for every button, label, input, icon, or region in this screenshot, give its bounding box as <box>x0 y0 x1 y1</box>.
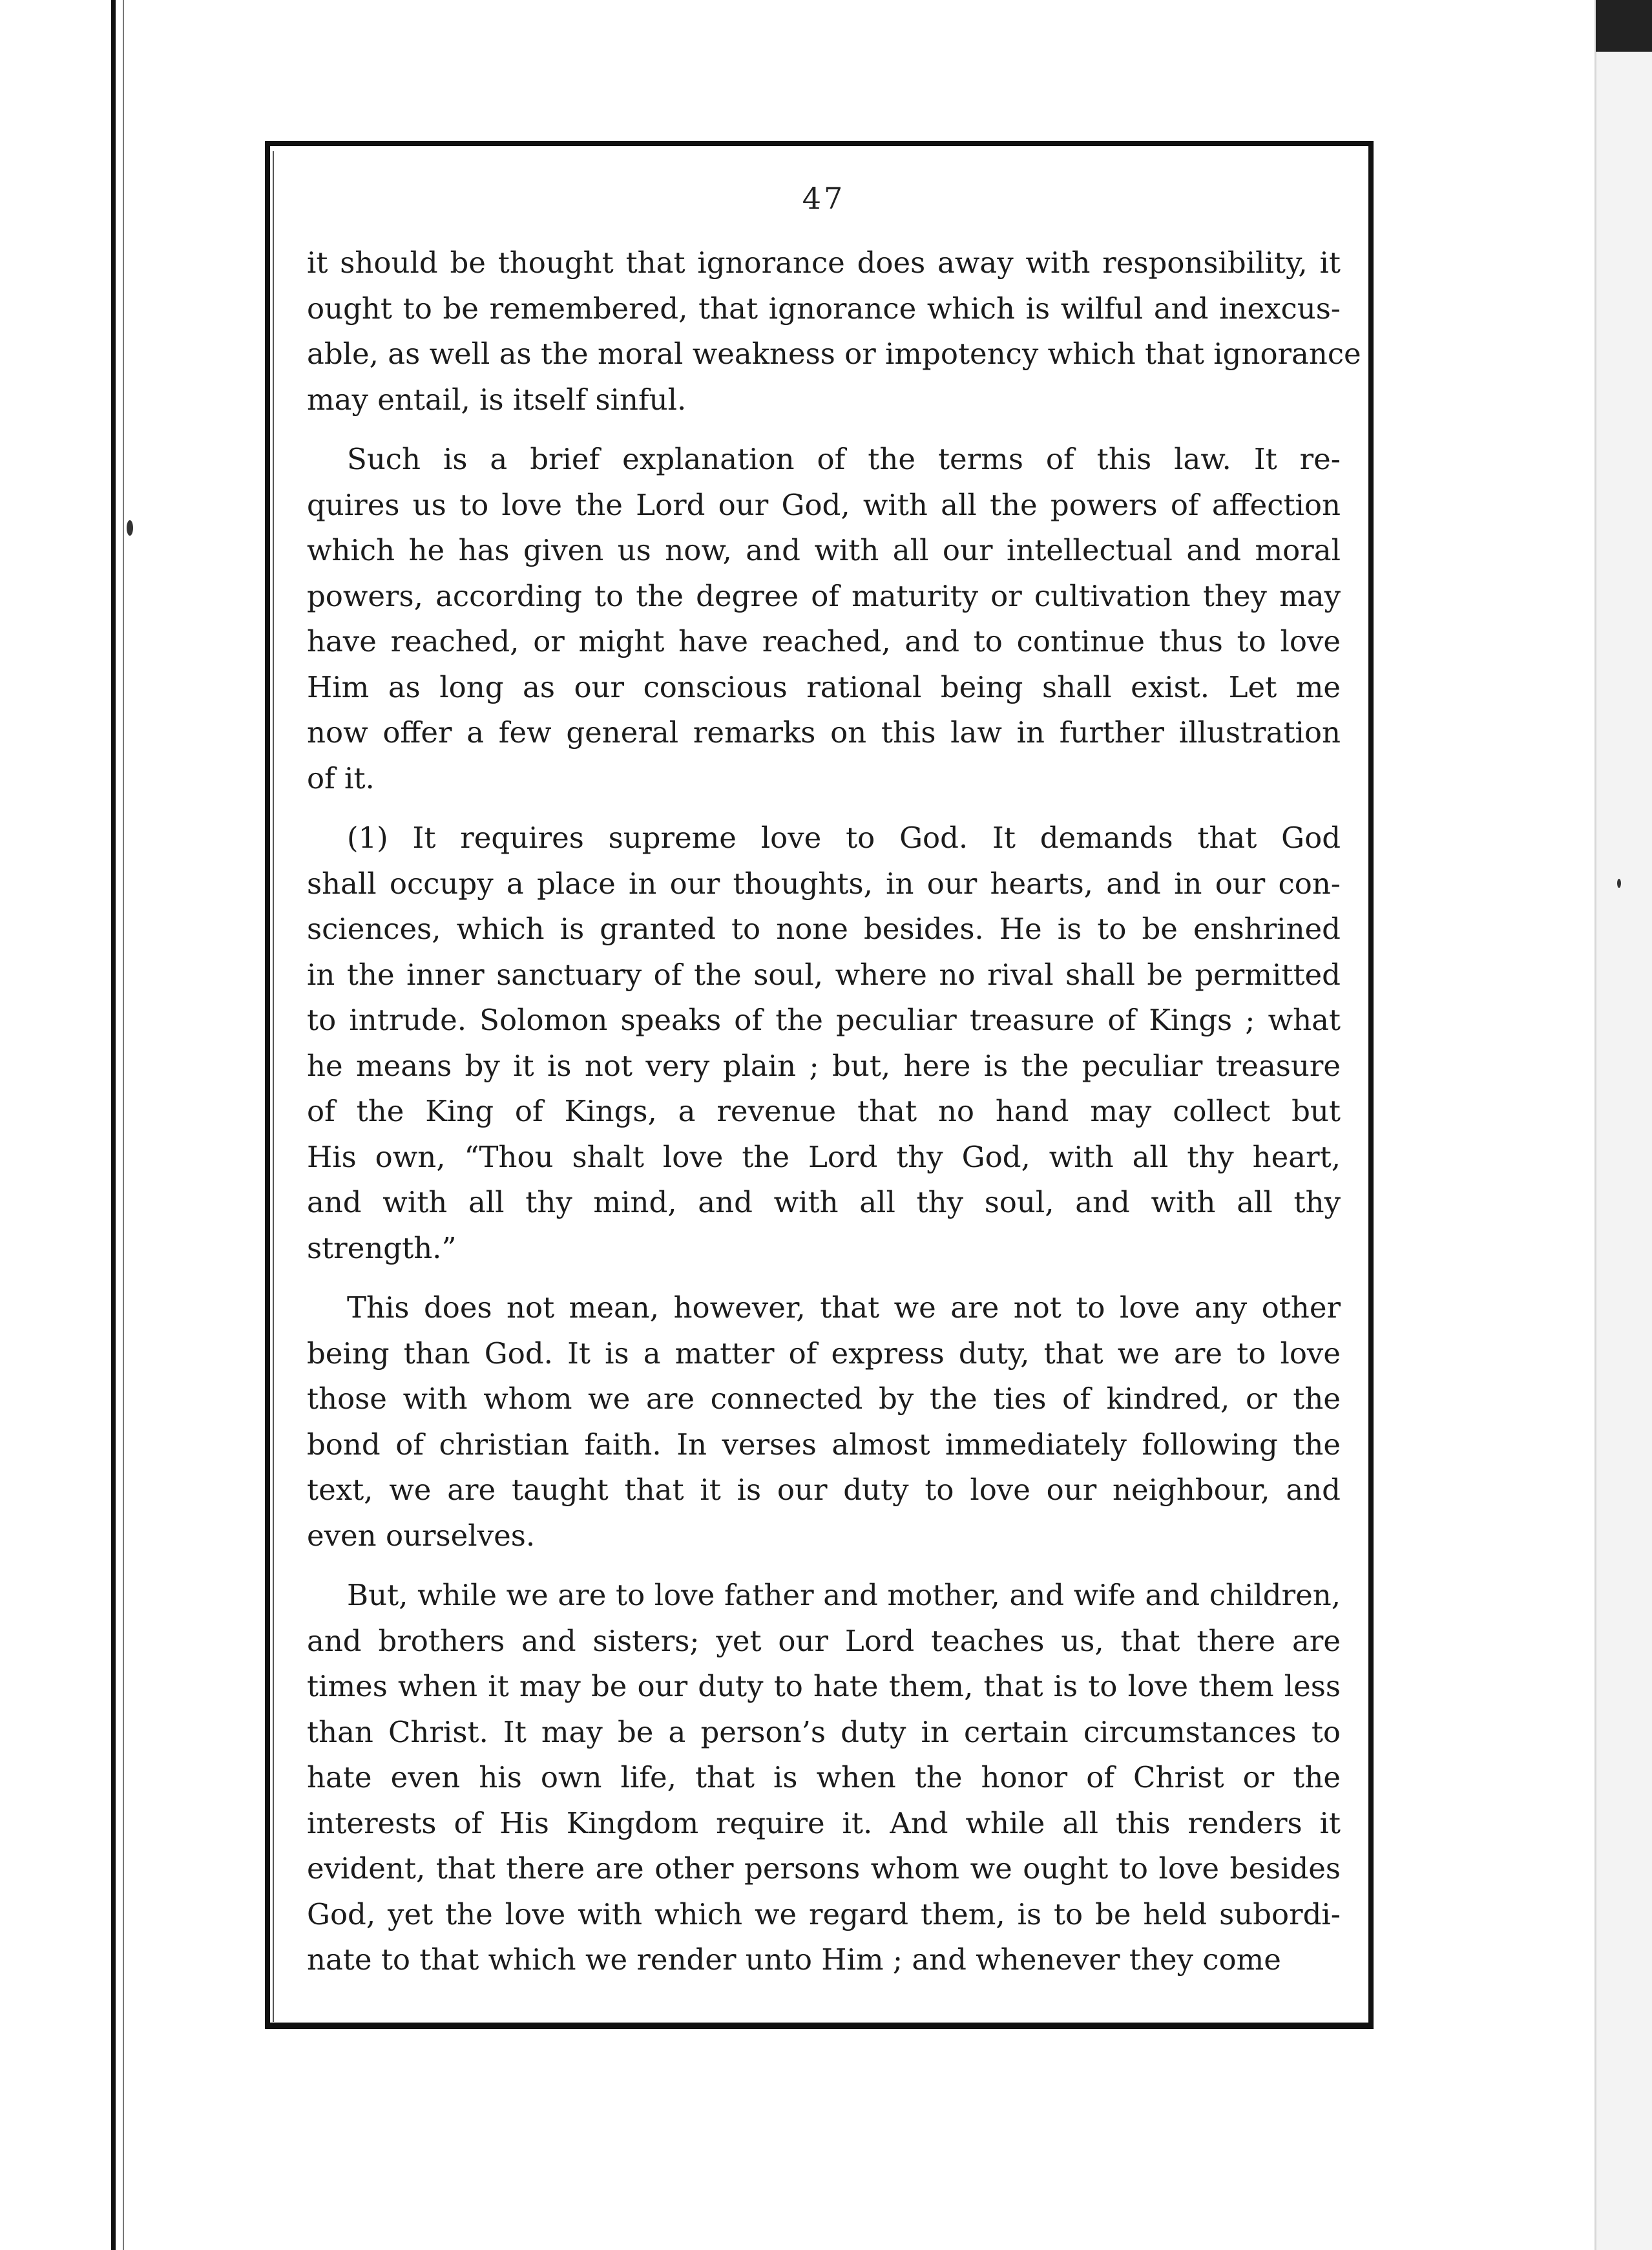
text-line: of the King of Kings, a revenue that no hand may collect but <box>307 1094 1341 1128</box>
text-line: ought to be remembered, that ignorance which is wilful and inexcus- <box>307 291 1341 326</box>
text-line: hate even his own life, that is when the honor of Christ or the <box>307 1760 1341 1794</box>
text-line: it should be thought that ignorance does away with responsibility, it <box>307 246 1341 280</box>
page-right-edge-shadow <box>1596 0 1652 52</box>
text-line: shall occupy a place in our thoughts, in our hearts, and in our con- <box>307 866 1341 901</box>
paragraph <box>307 240 1361 423</box>
text-line: able, as well as the moral weakness or impotency which that ignorance <box>307 337 1361 371</box>
text-line: nate to that which we render unto Him ; and whenever they come <box>307 1942 1281 1977</box>
text-line: strength.” <box>307 1230 457 1265</box>
paragraph <box>307 1285 1341 1559</box>
text-line: have reached, or might have reached, and to continue thus to love <box>307 624 1341 658</box>
text-line: This does not mean, however, that we are not to love any other <box>347 1290 1341 1325</box>
paragraph <box>307 815 1341 1271</box>
text-line: and brothers and sisters; yet our Lord teaches us, that there are <box>307 1623 1341 1658</box>
text-line: he means by it is not very plain ; but, here is the peculiar treasure <box>307 1048 1341 1083</box>
text-line: God, yet the love with which we regard them, is to be held subordi- <box>307 1897 1341 1931</box>
text-frame-inner-rule <box>273 151 274 2022</box>
text-line: Him as long as our conscious rational being shall exist. Let me <box>307 669 1341 704</box>
text-line: But, while we are to love father and mother, and wife and children, <box>347 1578 1341 1612</box>
text-line: quires us to love the Lord our God, with all the powers of affection <box>307 487 1341 522</box>
paragraph <box>307 1573 1341 1983</box>
scan-speck <box>1617 879 1621 888</box>
page-right-edge <box>1594 0 1652 2250</box>
text-line: which he has given us now, and with all our intellectual and moral <box>307 533 1341 567</box>
text-line: interests of His Kingdom require it. And while all this renders it <box>307 1805 1341 1840</box>
binding-edge <box>111 0 116 2250</box>
scan-speck <box>127 520 133 536</box>
paragraph <box>307 437 1341 801</box>
previous-page-margin <box>0 0 111 2250</box>
text-line: being than God. It is a matter of express duty, that we are to love <box>307 1336 1341 1371</box>
binding-edge-thin <box>123 0 124 2250</box>
text-line: than Christ. It may be a person’s duty in certain circumstances to <box>307 1714 1341 1749</box>
text-line: to intrude. Solomon speaks of the peculiar treasure of Kings ; what <box>307 1003 1341 1037</box>
text-line: powers, according to the degree of maturity or cultivation they may <box>307 578 1341 613</box>
text-line: even ourselves. <box>307 1518 536 1553</box>
text-line: bond of christian faith. In verses almost immediately following the <box>307 1427 1341 1462</box>
text-line: text, we are taught that it is our duty to love our neighbour, and <box>307 1473 1341 1507</box>
page-number: 47 <box>802 181 846 216</box>
text-line: times when it may be our duty to hate them, that is to love them less <box>307 1669 1341 1703</box>
text-line: and with all thy mind, and with all thy soul, and with all thy <box>307 1185 1341 1219</box>
text-line: in the inner sanctuary of the soul, where no rival shall be permitted <box>307 957 1341 992</box>
text-line: sciences, which is granted to none besides. He is to be enshrined <box>307 912 1341 946</box>
text-line: those with whom we are connected by the ties of kindred, or the <box>307 1382 1341 1416</box>
text-line: (1) It requires supreme love to God. It demands that God <box>347 821 1341 855</box>
text-line: Such is a brief explanation of the terms of this law. It re- <box>347 442 1341 476</box>
page-text-block <box>307 181 1361 1997</box>
text-line: may entail, is itself sinful. <box>307 382 687 417</box>
text-line: now offer a few general remarks on this law in further illustration <box>307 715 1341 750</box>
text-line: evident, that there are other persons whom we ought to love besides <box>307 1851 1341 1886</box>
text-line: His own, “Thou shalt love the Lord thy God, with all thy heart, <box>307 1139 1341 1174</box>
text-line: of it. <box>307 761 375 795</box>
